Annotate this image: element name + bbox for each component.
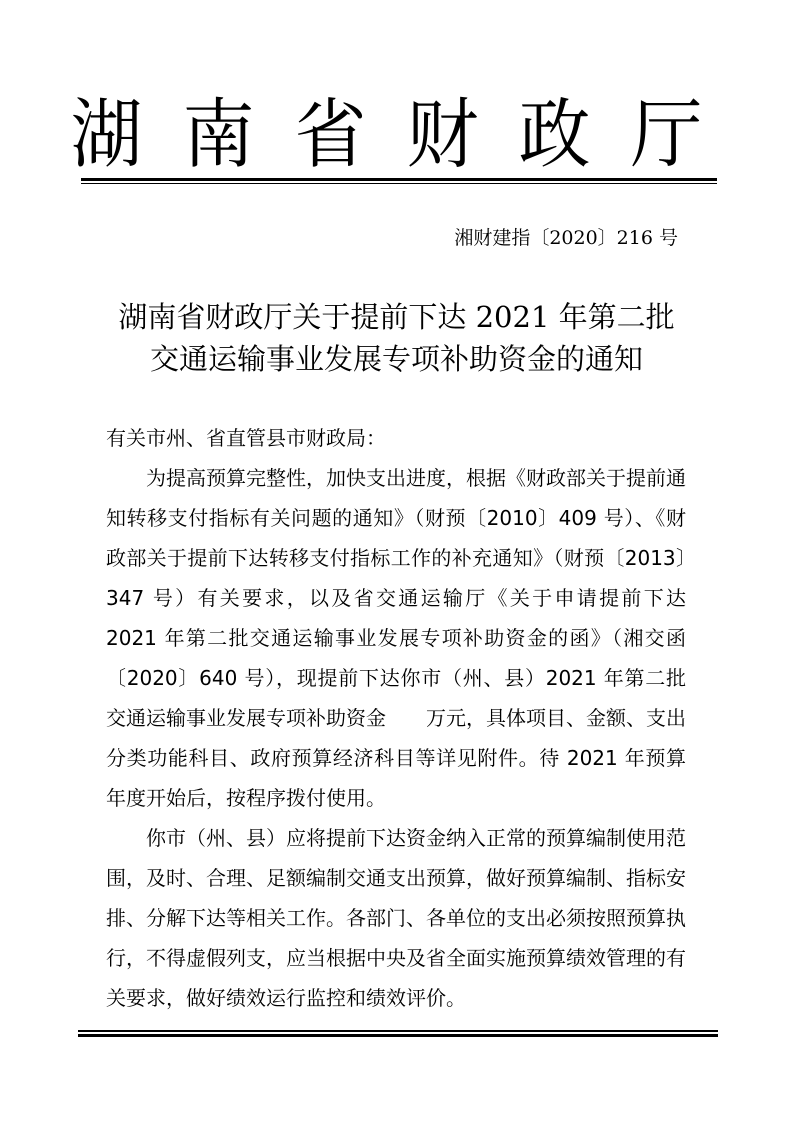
document-title <box>60 296 733 380</box>
paragraph-2: 你市（州、县）应将提前下达资金纳入正常的预算编制使用范围，及时、合理、足额编制交通支出预算，做好预算编制、指标安排、分解下达等相关工作。各部门、各单位的支出必须按照预算执行，不得虚假列支，应当根据中央及省全面实施预算绩效管理的有关要求，做好绩效运行监控和绩效评价。 <box>106 826 686 1010</box>
header-rule-thick <box>81 178 717 181</box>
document-number: 湘财建指〔2020〕216 号 <box>454 227 678 249</box>
header-rule-thin <box>81 183 717 184</box>
agency-header: 湖南省财政厅 <box>70 90 743 179</box>
footer-rule-thick <box>78 1034 718 1037</box>
footer-rule-thin <box>78 1030 718 1032</box>
document-title-line1: 湖南省财政厅关于提前下达 2021 年第二批 <box>118 300 675 334</box>
document-title-line2: 交通运输事业发展专项补助资金的通知 <box>149 342 643 376</box>
paragraph-1: 为提高预算完整性，加快支出进度，根据《财政部关于提前通知转移支付指标有关问题的通知》（财预〔2010〕409 号）、《财政部关于提前下达转移支付指标工作的补充通知》（财预〔2013〕347 号）有关要求，以及省交通运输厅《关于申请提前下达 2021 年第二批交通运输事业发展专项补助资金的函》（湘交函〔2020〕640 号），现提前下达你市（州、县）2021 年第二批交通运输事业发展专项补助资金 万元，具体项目、金额、支出分类功能科目、政府预算经济科目等详见附件。待 2021 年预算年度开始后，按程序拨付使用。 <box>106 466 686 810</box>
salutation: 有关市州、省直管县市财政局： <box>106 426 386 450</box>
document-body <box>106 418 686 1018</box>
